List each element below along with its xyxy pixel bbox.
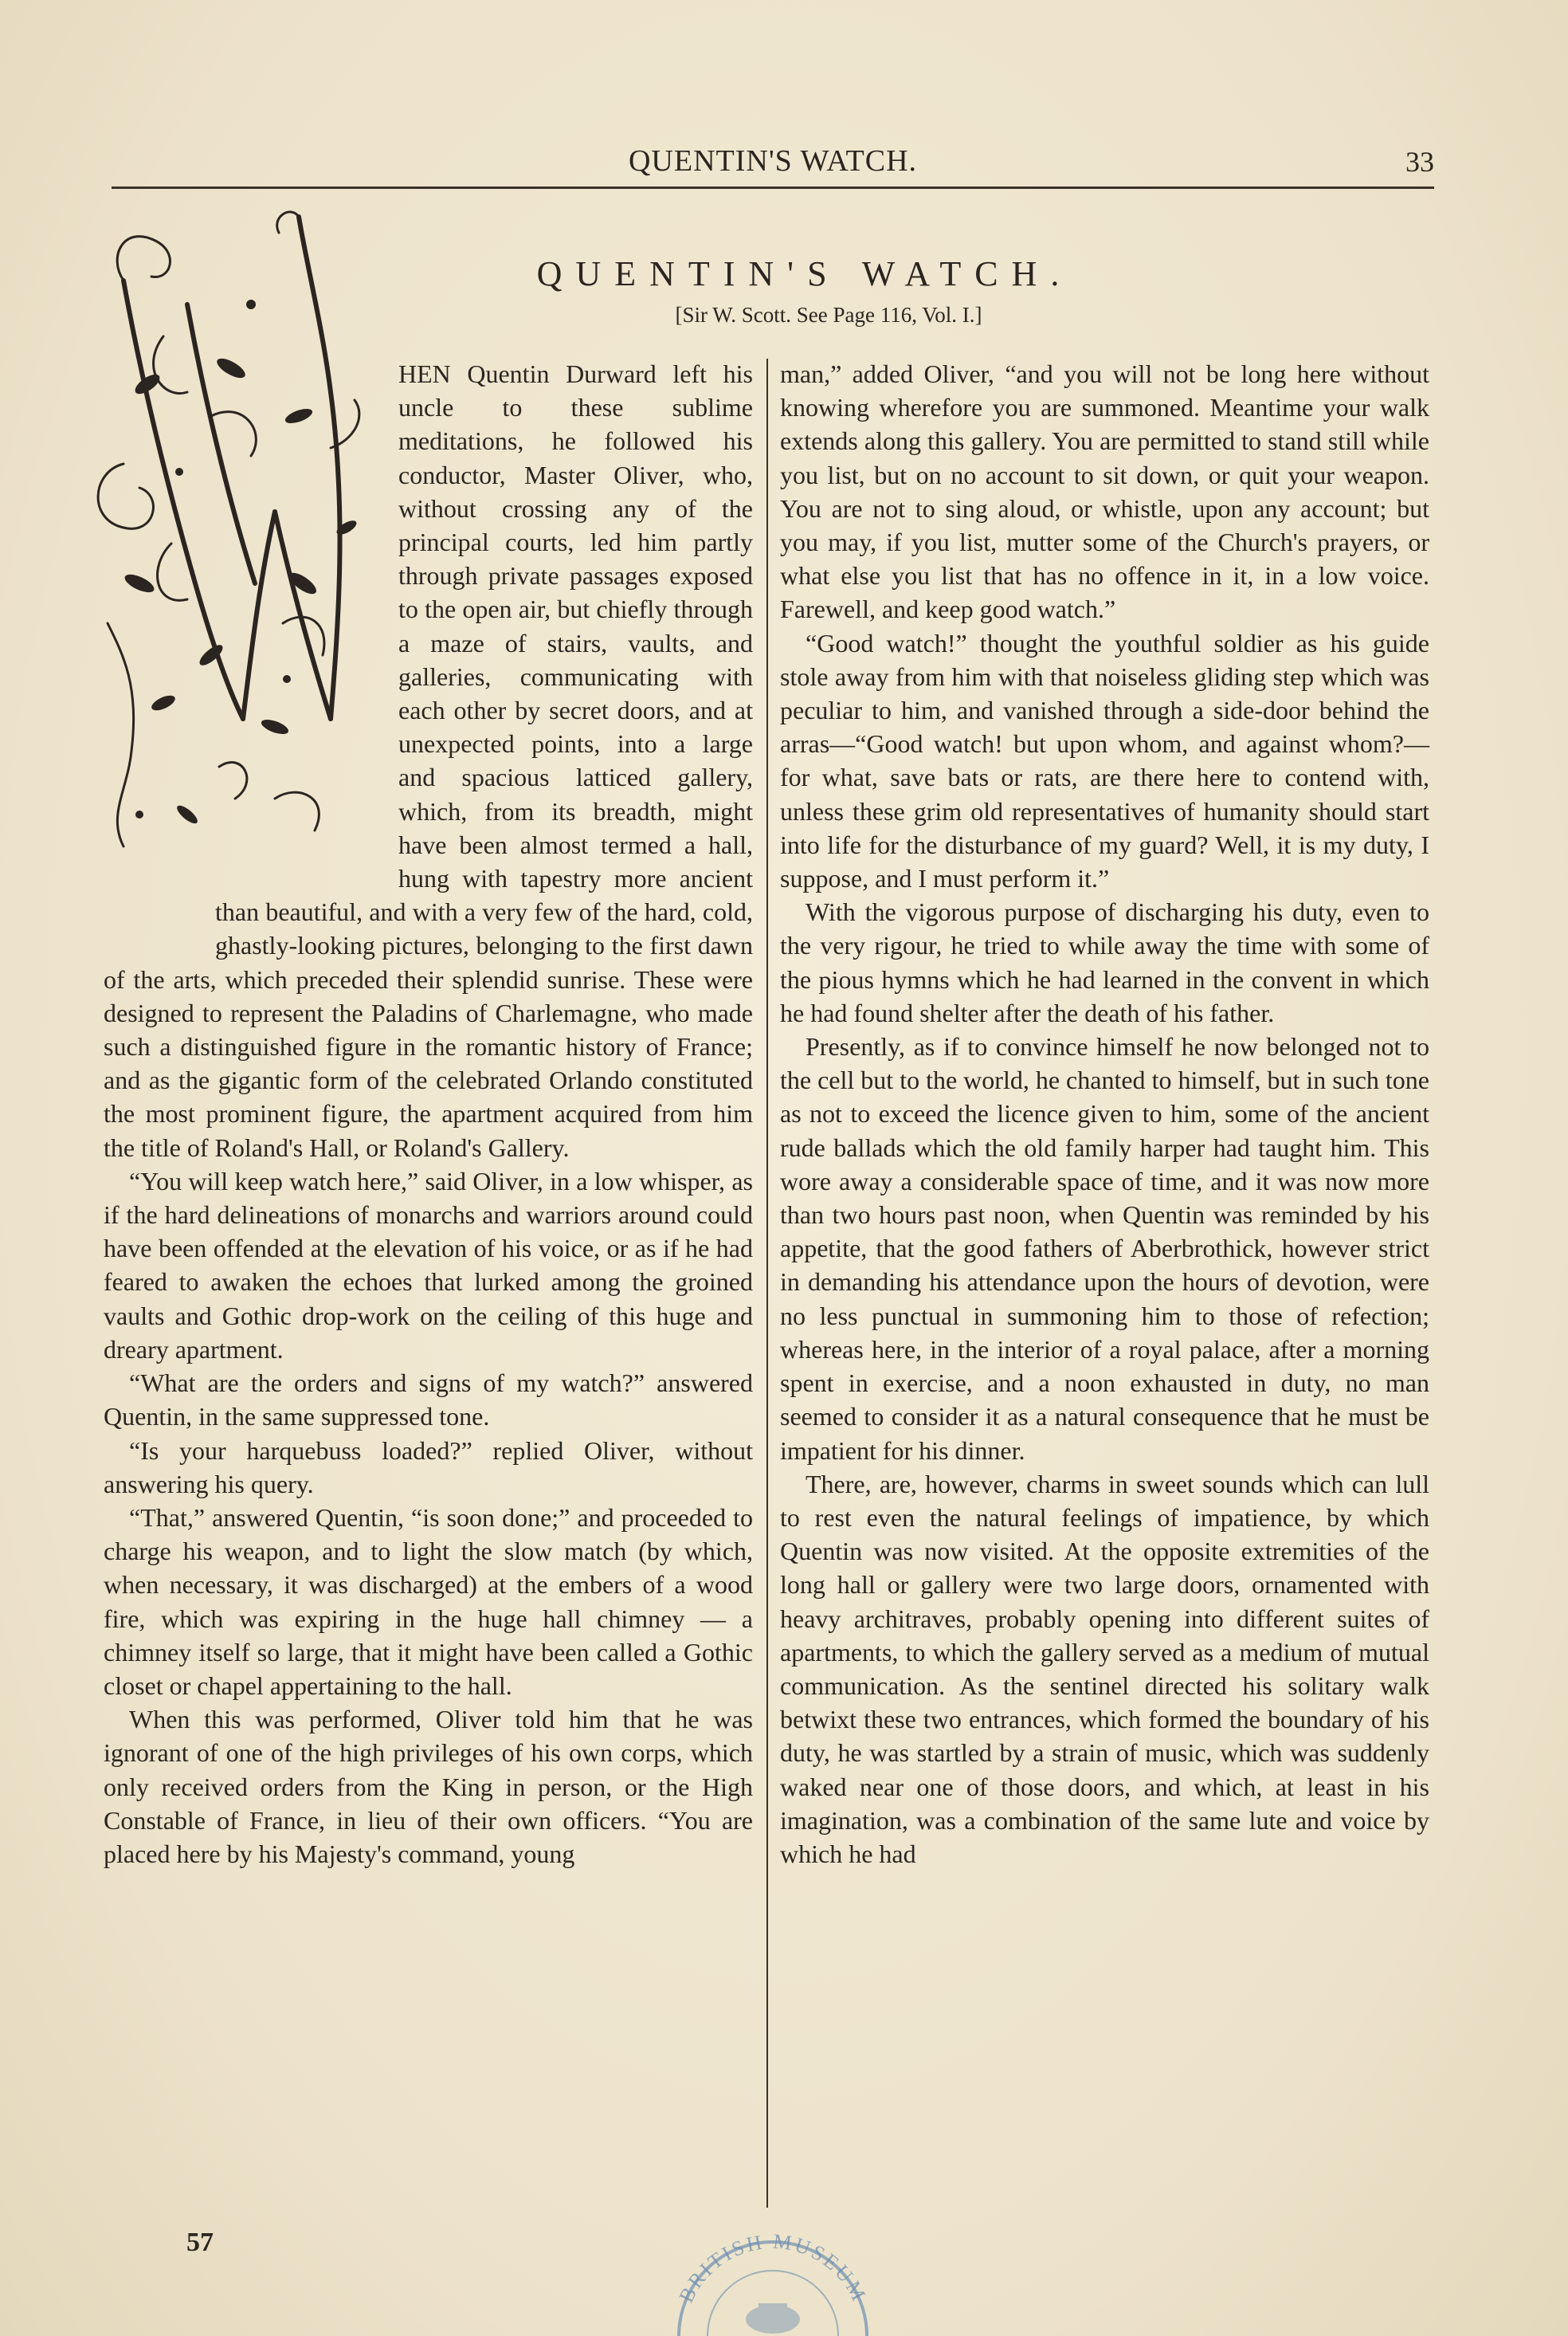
paragraph: There, are, however, charms in sweet sounds which can lull to rest even the natural feelings of impatience, by which Quentin was now visited. At the opposite extremities of the long hall or gallery were two large doors, ornamented with heavy architraves, probably opening into different suites of apartments, to which the gallery served as a medium of mutual communication. As the sentinel directed his solitary walk betwixt these two entrances, which formed the boundary of his duty, he was startled by a strain of music, which was suddenly waked near one of those doors, and which, at least in his imagination, was a combination of the same lute and voice by which he had	[780, 1469, 1429, 1868]
column-divider	[766, 359, 768, 2208]
article-title: QUENTIN'S WATCH.	[536, 254, 1073, 293]
page-number: 33	[1405, 146, 1434, 178]
paragraph: “Good watch!” thought the youthful soldier as his guide stole away from him with that noiseless gliding step which was peculiar to him, and vanished through a side-door behind the arras—“Good watch! but upon whom, and against whom?—for what, save bats or rats, are there here to contend with, unless these grim old representatives of humanity should start into life for the disturbance of my guard? Well, it is my duty, I suppose, and I must perform it.”	[780, 628, 1429, 893]
paragraph: When this was performed, Oliver told him that he was ignorant of one of the high privileges of his own corps, which only received orders from the King in person, or the High Constable of France, in lieu of their own officers. “You are placed here by his Majesty's command, young	[104, 1705, 753, 1868]
paragraph: man,” added Oliver, “and you will not be long here without knowing wherefore you are summoned. Meantime your walk extends along this gallery. You are permitted to stand still while you list, but on no account to sit down, or quit your weapon. You are not to sing aloud, or whistle, upon any account; but you may, if you list, mutter some of the Church's prayers, or what else you list that has no offence in it, in a low voice. Farewell, and keep good watch.”	[780, 359, 1429, 624]
article-source: [Sir W. Scott. See Page 116, Vol. I.]	[675, 303, 982, 327]
header-rule	[112, 186, 1434, 189]
paragraph: With the vigorous purpose of discharging his duty, even to the very rigour, he tried to while away the time with some of the pious hymns which he had learned in the convent in which he had found shelter after the death of his father.	[780, 897, 1429, 1027]
paragraph: Presently, as if to convince himself he now belonged not to the cell but to the world, he chanted to himself, but in such tone as not to exceed the licence given to him, some of the ancient rude ballads which the old family harper had taught him. This wore away a considerable space of time, and it was now more than two hours past noon, when Quentin was reminded by his appetite, that the good fathers of Aberbrothick, however strict in demanding his attendance upon the hours of devotion, were no less punctual in summoning him to those of refection; whereas here, in the interior of a royal palace, after a morning spent in exercise, and a noon exhausted in duty, no man seemed to consider it as a natural consequence that he must be impatient for his dinner.	[780, 1032, 1429, 1465]
left-column	[104, 357, 753, 1871]
paragraph: “That,” answered Quentin, “is soon done;” and proceeded to charge his weapon, and to light the slow match (by which, when necessary, it was discharged) at the embers of a wood fire, which was expiring in the huge hall chimney — a chimney itself so large, that it might have been called a Gothic closet or chapel appertaining to the hall.	[104, 1502, 753, 1700]
paragraph: “What are the orders and signs of my watch?” answered Quentin, in the same suppressed tone.	[104, 1368, 753, 1431]
library-stamp	[653, 2224, 892, 2336]
right-column	[780, 357, 1429, 1871]
signature-mark: 57	[186, 2228, 214, 2257]
paragraph: “You will keep watch here,” said Oliver, in a low whisper, as if the hard delineations of monarchs and warriors around could have been offended at the elevation of his voice, or as if he had feared to awaken the echoes that lurked among the groined vaults and Gothic drop-work on the ceiling of this huge and dreary apartment.	[104, 1166, 753, 1364]
initial-spacer-lower	[104, 867, 215, 934]
initial-spacer	[104, 357, 398, 867]
running-head	[112, 142, 1434, 182]
paragraph: HEN Quentin Durward left his uncle to these sublime meditations, he followed his conductor, Master Oliver, who, without crossing any of the principal courts, led him partly through private passages exposed to the open air, but chiefly through a maze of stairs, vaults, and galleries, communicating with each other by secret doors, and at unexpected points, into a large and spacious latticed gallery, which, from its breadth, might have been almost termed a hall, hung with tapestry more ancient than beautiful, and with a very few of the hard, cold, ghastly-looking pictures, belonging to the first dawn of the arts, which preceded their splendid sunrise. These were designed to represent the Paladins of Charlemagne, who made such a distinguished figure in the romantic history of France; and as the gigantic form of the celebrated Orlando constituted the most prominent figure, the apartment acquired from him the title of Roland's Hall, or Roland's Gallery.	[104, 359, 753, 1162]
paragraph: “Is your harquebuss loaded?” replied Oliver, without answering his query.	[104, 1435, 753, 1498]
stamp-text: BRITISH MUSEUM	[674, 2229, 872, 2307]
running-title: QUENTIN'S WATCH.	[628, 144, 918, 178]
